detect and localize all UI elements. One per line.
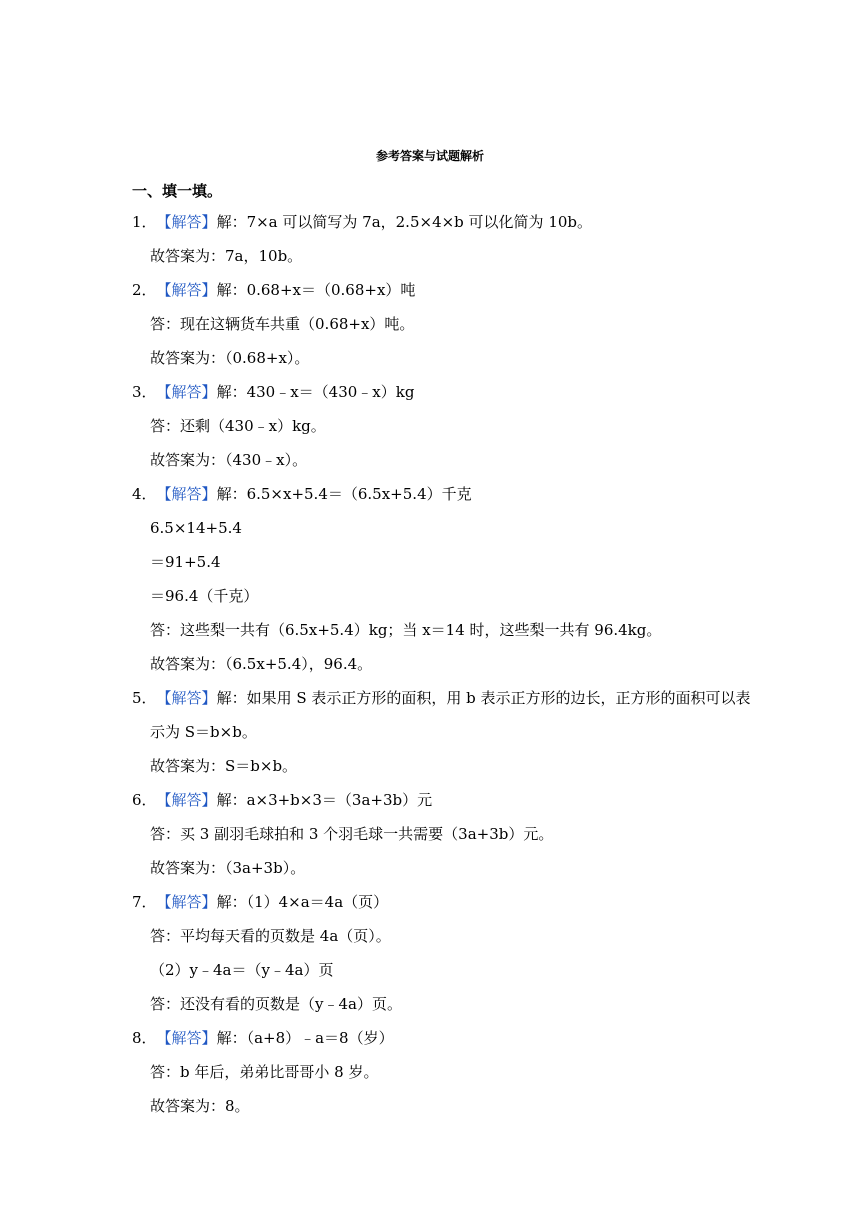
question-number: 5． (132, 689, 157, 707)
page-title: 参考答案与试题解析 (375, 149, 484, 163)
answer-tag: 【解答】 (156, 485, 217, 503)
answer-line: 答：买 3 副羽毛球拍和 3 个羽毛球一共需要（3a+3b）元。 (150, 825, 554, 843)
answer-tag: 【解答】 (156, 383, 217, 401)
answer-line: 答：b 年后，弟弟比哥哥小 8 岁。 (150, 1063, 379, 1081)
question-number: 4． (132, 485, 157, 503)
answer-line: 示为 S＝b×b。 (150, 723, 257, 741)
answer-line: 6．【解答】解：a×3+b×3＝（3a+3b）元 (132, 791, 433, 809)
question-number: 2． (132, 281, 157, 299)
answer-line: 答：平均每天看的页数是 4a（页）。 (150, 927, 391, 945)
answer-tag: 【解答】 (156, 1029, 217, 1047)
answer-line: 故答案为：（3a+3b）。 (150, 859, 306, 877)
question-number: 8． (132, 1029, 157, 1047)
answer-tag: 【解答】 (156, 689, 217, 707)
answer-line: （2）y﹣4a＝（y﹣4a）页 (150, 961, 334, 979)
answer-line: 3．【解答】解：430﹣x＝（430﹣x）kg (132, 383, 415, 401)
answer-line: 故答案为：8。 (150, 1097, 250, 1115)
answer-line: 故答案为：S＝b×b。 (150, 757, 298, 775)
question-number: 3． (132, 383, 157, 401)
question-number: 1． (132, 213, 157, 231)
answer-line: 1．【解答】解：7×a 可以简写为 7a，2.5×4×b 可以化简为 10b。 (132, 213, 593, 231)
answer-line: 7．【解答】解：（1）4×a＝4a（页） (132, 893, 389, 911)
answer-line: 故答案为：7a，10b。 (150, 247, 303, 265)
answer-line: 故答案为：（430﹣x）。 (150, 451, 308, 469)
answer-tag: 【解答】 (156, 791, 217, 809)
answer-line: ＝96.4（千克） (150, 587, 259, 605)
answer-line: 8．【解答】解：（a+8）﹣a＝8（岁） (132, 1029, 394, 1047)
answer-line: 答：还剩（430﹣x）kg。 (150, 417, 326, 435)
answer-line: 6.5×14+5.4 (150, 519, 242, 537)
answer-tag: 【解答】 (156, 281, 217, 299)
question-number: 6． (132, 791, 157, 809)
section-heading: 一、填一填。 (132, 182, 223, 200)
answer-line: 故答案为：（0.68+x）。 (150, 349, 310, 367)
answer-tag: 【解答】 (156, 893, 217, 911)
answer-tag: 【解答】 (156, 213, 217, 231)
answer-line: 5．【解答】解：如果用 S 表示正方形的面积，用 b 表示正方形的边长，正方形的面积可以表 (132, 689, 751, 707)
answer-line: ＝91+5.4 (150, 553, 221, 571)
answer-line: 答：还没有看的页数是（y﹣4a）页。 (150, 995, 402, 1013)
answer-line: 4．【解答】解：6.5×x+5.4＝（6.5x+5.4）千克 (132, 485, 472, 503)
answer-line: 答：这些梨一共有（6.5x+5.4）kg；当 x＝14 时，这些梨一共有 96.4kg。 (150, 621, 662, 639)
question-number: 7． (132, 893, 157, 911)
answer-line: 2．【解答】解：0.68+x＝（0.68+x）吨 (132, 281, 416, 299)
answer-line: 故答案为：（6.5x+5.4），96.4。 (150, 655, 373, 673)
answer-line: 答：现在这辆货车共重（0.68+x）吨。 (150, 315, 415, 333)
